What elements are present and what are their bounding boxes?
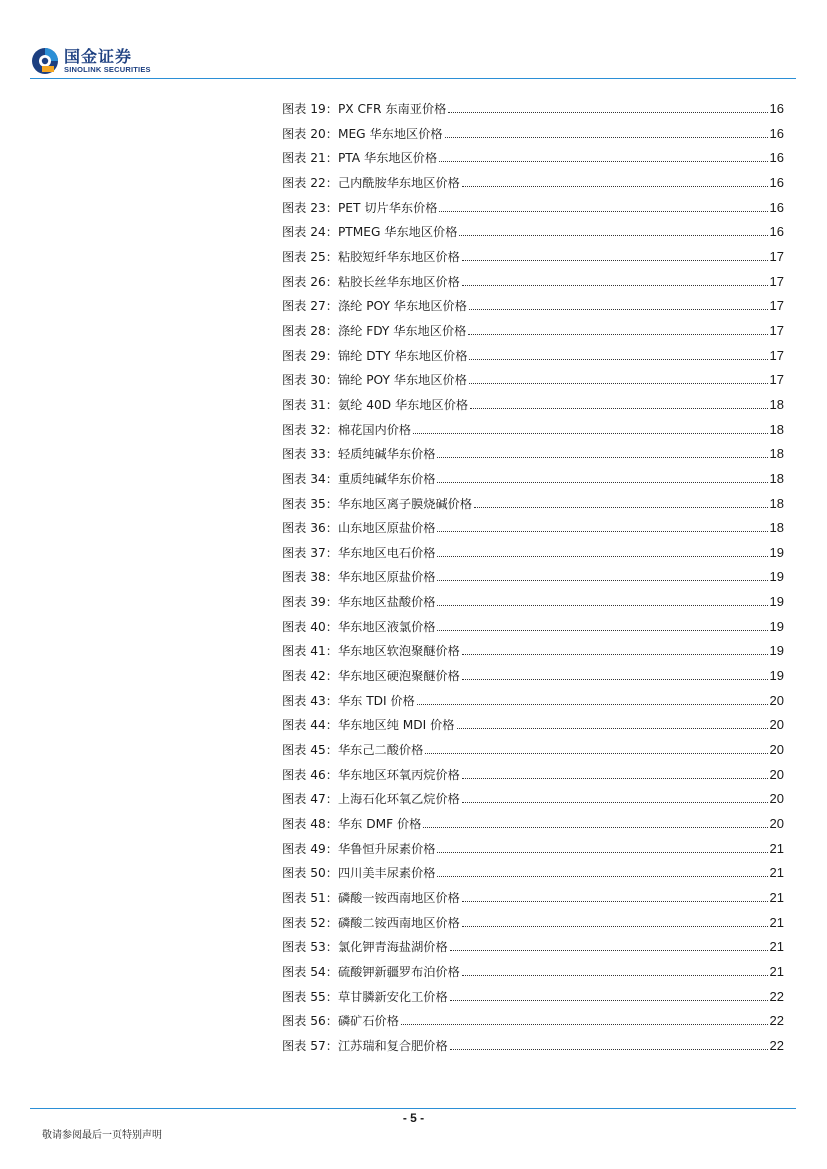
toc-entry-page: 20 (769, 766, 784, 782)
toc-dot-leader (437, 547, 767, 557)
toc-dot-leader (437, 522, 767, 532)
toc-entry-title: 图表 45：华东己二酸价格 (282, 743, 424, 758)
toc-entry-page: 21 (769, 939, 784, 955)
toc-entry-page: 20 (769, 791, 784, 807)
toc-entry[interactable] (282, 763, 784, 788)
toc-entry[interactable] (282, 664, 784, 689)
toc-entry-page: 22 (769, 1013, 784, 1029)
toc-entry-page: 18 (769, 520, 784, 536)
toc-entry[interactable] (282, 1034, 784, 1059)
footer-divider (30, 1108, 796, 1109)
toc-entry-page: 16 (769, 199, 784, 215)
toc-entry-title: 图表 42：华东地区硬泡聚醚价格 (282, 669, 460, 684)
toc-entry-page: 21 (769, 840, 784, 856)
logo-chinese-name: 国金证券 (64, 47, 133, 66)
toc-entry-title: 图表 34：重质纯碱华东价格 (282, 471, 436, 486)
toc-entry-title: 图表 23：PET 切片华东价格 (282, 200, 438, 215)
toc-entry-title: 图表 39：华东地区盐酸价格 (282, 595, 436, 610)
toc-entry[interactable] (282, 639, 784, 664)
toc-dot-leader (437, 843, 767, 853)
toc-entry-title: 图表 27：涤纶 POY 华东地区价格 (282, 299, 467, 314)
toc-dot-leader (413, 424, 767, 434)
toc-entry[interactable] (282, 812, 784, 837)
toc-entry-page: 18 (769, 470, 784, 486)
toc-entry-page: 19 (769, 569, 784, 585)
toc-entry-page: 17 (769, 372, 784, 388)
toc-entry-title: 图表 20：MEG 华东地区价格 (282, 126, 443, 141)
toc-entry-page: 16 (769, 224, 784, 240)
toc-dot-leader (401, 1015, 768, 1025)
toc-entry[interactable] (282, 516, 784, 541)
toc-entry-title: 图表 50：四川美丰尿素价格 (282, 866, 436, 881)
toc-entry[interactable] (282, 146, 784, 171)
toc-dot-leader (469, 300, 768, 310)
toc-dot-leader (450, 1040, 768, 1050)
toc-dot-leader (445, 128, 768, 138)
toc-entry-page: 20 (769, 742, 784, 758)
toc-dot-leader (469, 350, 767, 360)
toc-entry[interactable] (282, 935, 784, 960)
toc-entry-page: 16 (769, 101, 784, 116)
toc-entry-title: 图表 38：华东地区原盐价格 (282, 570, 436, 585)
toc-entry[interactable] (282, 418, 784, 443)
toc-entry-title: 图表 41：华东地区软泡聚醚价格 (282, 644, 460, 659)
toc-entry-title: 图表 43：华东 TDI 价格 (282, 693, 415, 708)
toc-dot-leader (462, 670, 768, 680)
toc-entry-page: 17 (769, 248, 784, 264)
toc-entry-page: 17 (769, 273, 784, 289)
toc-entry-title: 图表 32：棉花国内价格 (282, 422, 412, 437)
toc-entry-page: 22 (769, 988, 784, 1004)
toc-entry[interactable] (282, 319, 784, 344)
toc-entry[interactable] (282, 985, 784, 1010)
toc-dot-leader (459, 226, 767, 236)
toc-entry-title: 图表 53：氯化钾青海盐湖价格 (282, 940, 448, 955)
toc-dot-leader (468, 325, 767, 335)
toc-entry-title: 图表 19：PX CFR 东南亚价格 (282, 102, 447, 116)
toc-dot-leader (448, 103, 767, 113)
toc-entry-page: 21 (769, 963, 784, 979)
sinolink-logo-icon (30, 46, 60, 76)
toc-dot-leader (462, 251, 768, 261)
toc-entry[interactable] (282, 911, 784, 936)
toc-dot-leader (437, 448, 767, 458)
toc-entry-title: 图表 55：草甘膦新安化工价格 (282, 989, 448, 1004)
toc-entry-title: 图表 36：山东地区原盐价格 (282, 521, 436, 536)
toc-dot-leader (462, 793, 768, 803)
header-divider (30, 78, 796, 79)
toc-entry[interactable] (282, 1009, 784, 1034)
toc-dot-leader (462, 177, 768, 187)
toc-entry[interactable] (282, 713, 784, 738)
toc-entry-page: 19 (769, 668, 784, 684)
toc-entry-page: 22 (769, 1037, 784, 1053)
toc-entry-title: 图表 28：涤纶 FDY 华东地区价格 (282, 323, 467, 338)
toc-entry-page: 21 (769, 890, 784, 905)
toc-entry-title: 图表 51：磷酸一铵西南地区价格 (282, 891, 460, 905)
toc-entry[interactable] (282, 615, 784, 640)
toc-entry[interactable] (282, 294, 784, 319)
toc-entry-title: 图表 24：PTMEG 华东地区价格 (282, 225, 458, 240)
page-number: - 5 - (402, 1111, 425, 1125)
toc-entry[interactable] (282, 368, 784, 393)
toc-entry-title: 图表 21：PTA 华东地区价格 (282, 151, 438, 166)
toc-entry-page: 18 (769, 446, 784, 462)
toc-entry-page: 19 (769, 618, 784, 634)
toc-entry[interactable] (282, 393, 784, 418)
toc-entry[interactable] (282, 787, 784, 812)
toc-entry[interactable] (282, 861, 784, 886)
toc-entry-title: 图表 47：上海石化环氧乙烷价格 (282, 792, 460, 807)
toc-dot-leader (462, 276, 768, 286)
disclaimer-note: 敬请参阅最后一页特别声明 (42, 1130, 162, 1141)
toc-dot-leader (462, 645, 768, 655)
toc-entry-page: 20 (769, 717, 784, 733)
toc-entry-page: 18 (769, 396, 784, 412)
toc-entry[interactable] (282, 122, 784, 147)
toc-dot-leader (439, 202, 767, 212)
toc-entry-page: 19 (769, 643, 784, 659)
toc-dot-leader (462, 917, 768, 927)
toc-dot-leader (437, 867, 767, 877)
toc-entry-title: 图表 31：氨纶 40D 华东地区价格 (282, 397, 469, 412)
toc-entry-title: 图表 57：江苏瑞和复合肥价格 (282, 1038, 448, 1053)
toc-entry[interactable] (282, 344, 784, 369)
toc-entry-title: 图表 35：华东地区离子膜烧碱价格 (282, 496, 473, 511)
toc-entry-page: 17 (769, 347, 784, 363)
toc-entry-title: 图表 25：粘胶短纤华东地区价格 (282, 249, 460, 264)
toc-entry-page: 20 (769, 692, 784, 708)
toc-entry-title: 图表 48：华东 DMF 价格 (282, 817, 422, 832)
toc-entry[interactable] (282, 837, 784, 862)
toc-entry[interactable] (282, 492, 784, 517)
toc-entry-page: 16 (769, 174, 784, 190)
toc-entry[interactable] (282, 171, 784, 196)
logo-english-name: SINOLINK SECURITIES (64, 65, 151, 74)
toc-entry-title: 图表 22：己内酰胺华东地区价格 (282, 175, 460, 190)
toc-entry-title: 图表 52：磷酸二铵西南地区价格 (282, 915, 460, 930)
toc-dot-leader (439, 152, 767, 162)
toc-entry[interactable] (282, 541, 784, 566)
toc-entry-page: 18 (769, 495, 784, 511)
toc-entry-page: 16 (769, 150, 784, 166)
toc-entry-title: 图表 54：硫酸钾新疆罗布泊价格 (282, 964, 460, 979)
toc-dot-leader (425, 744, 767, 754)
toc-dot-leader (450, 941, 768, 951)
toc-entry-title: 图表 33：轻质纯碱华东价格 (282, 447, 436, 462)
toc-entry-page: 21 (769, 914, 784, 930)
toc-entry-page: 19 (769, 594, 784, 610)
toc-dot-leader (462, 966, 768, 976)
toc-dot-leader (462, 769, 768, 779)
toc-dot-leader (469, 374, 768, 384)
toc-entry[interactable] (282, 738, 784, 763)
figure-index-list (282, 97, 784, 1059)
toc-entry[interactable] (282, 886, 784, 911)
toc-entry-title: 图表 29：锦纶 DTY 华东地区价格 (282, 348, 468, 363)
toc-entry[interactable] (282, 245, 784, 270)
toc-entry[interactable] (282, 960, 784, 985)
toc-entry-page: 17 (769, 322, 784, 338)
toc-entry-page: 19 (769, 544, 784, 560)
toc-dot-leader (470, 399, 767, 409)
toc-dot-leader (417, 695, 768, 705)
toc-entry-title: 图表 30：锦纶 POY 华东地区价格 (282, 373, 467, 388)
toc-dot-leader (437, 621, 767, 631)
toc-dot-leader (450, 991, 768, 1001)
toc-entry[interactable] (282, 689, 784, 714)
toc-entry-page: 18 (769, 421, 784, 437)
toc-dot-leader (437, 596, 767, 606)
page-header (0, 0, 827, 82)
toc-entry-page: 17 (769, 298, 784, 314)
toc-entry[interactable] (282, 196, 784, 221)
toc-entry[interactable] (282, 220, 784, 245)
toc-dot-leader (462, 892, 768, 902)
toc-entry-title: 图表 46：华东地区环氧丙烷价格 (282, 767, 460, 782)
toc-entry-title: 图表 44：华东地区纯 MDI 价格 (282, 718, 455, 733)
toc-entry[interactable] (282, 97, 784, 122)
toc-dot-leader (423, 818, 767, 828)
toc-entry-page: 20 (769, 816, 784, 832)
toc-entry[interactable] (282, 467, 784, 492)
company-logo (30, 44, 151, 78)
toc-entry-page: 16 (769, 125, 784, 141)
toc-dot-leader (474, 498, 768, 508)
toc-entry-title: 图表 26：粘胶长丝华东地区价格 (282, 274, 460, 289)
toc-entry-title: 图表 56：磷矿石价格 (282, 1014, 399, 1029)
toc-entry[interactable] (282, 270, 784, 295)
toc-dot-leader (457, 719, 768, 729)
toc-entry-title: 图表 49：华鲁恒升尿素价格 (282, 841, 436, 856)
toc-entry-title: 图表 37：华东地区电石价格 (282, 545, 436, 560)
toc-dot-leader (437, 473, 767, 483)
toc-entry-page: 21 (769, 865, 784, 881)
toc-entry-title: 图表 40：华东地区液氯价格 (282, 619, 436, 634)
toc-dot-leader (437, 571, 767, 581)
toc-entry[interactable] (282, 565, 784, 590)
toc-entry[interactable] (282, 590, 784, 615)
toc-entry[interactable] (282, 442, 784, 467)
